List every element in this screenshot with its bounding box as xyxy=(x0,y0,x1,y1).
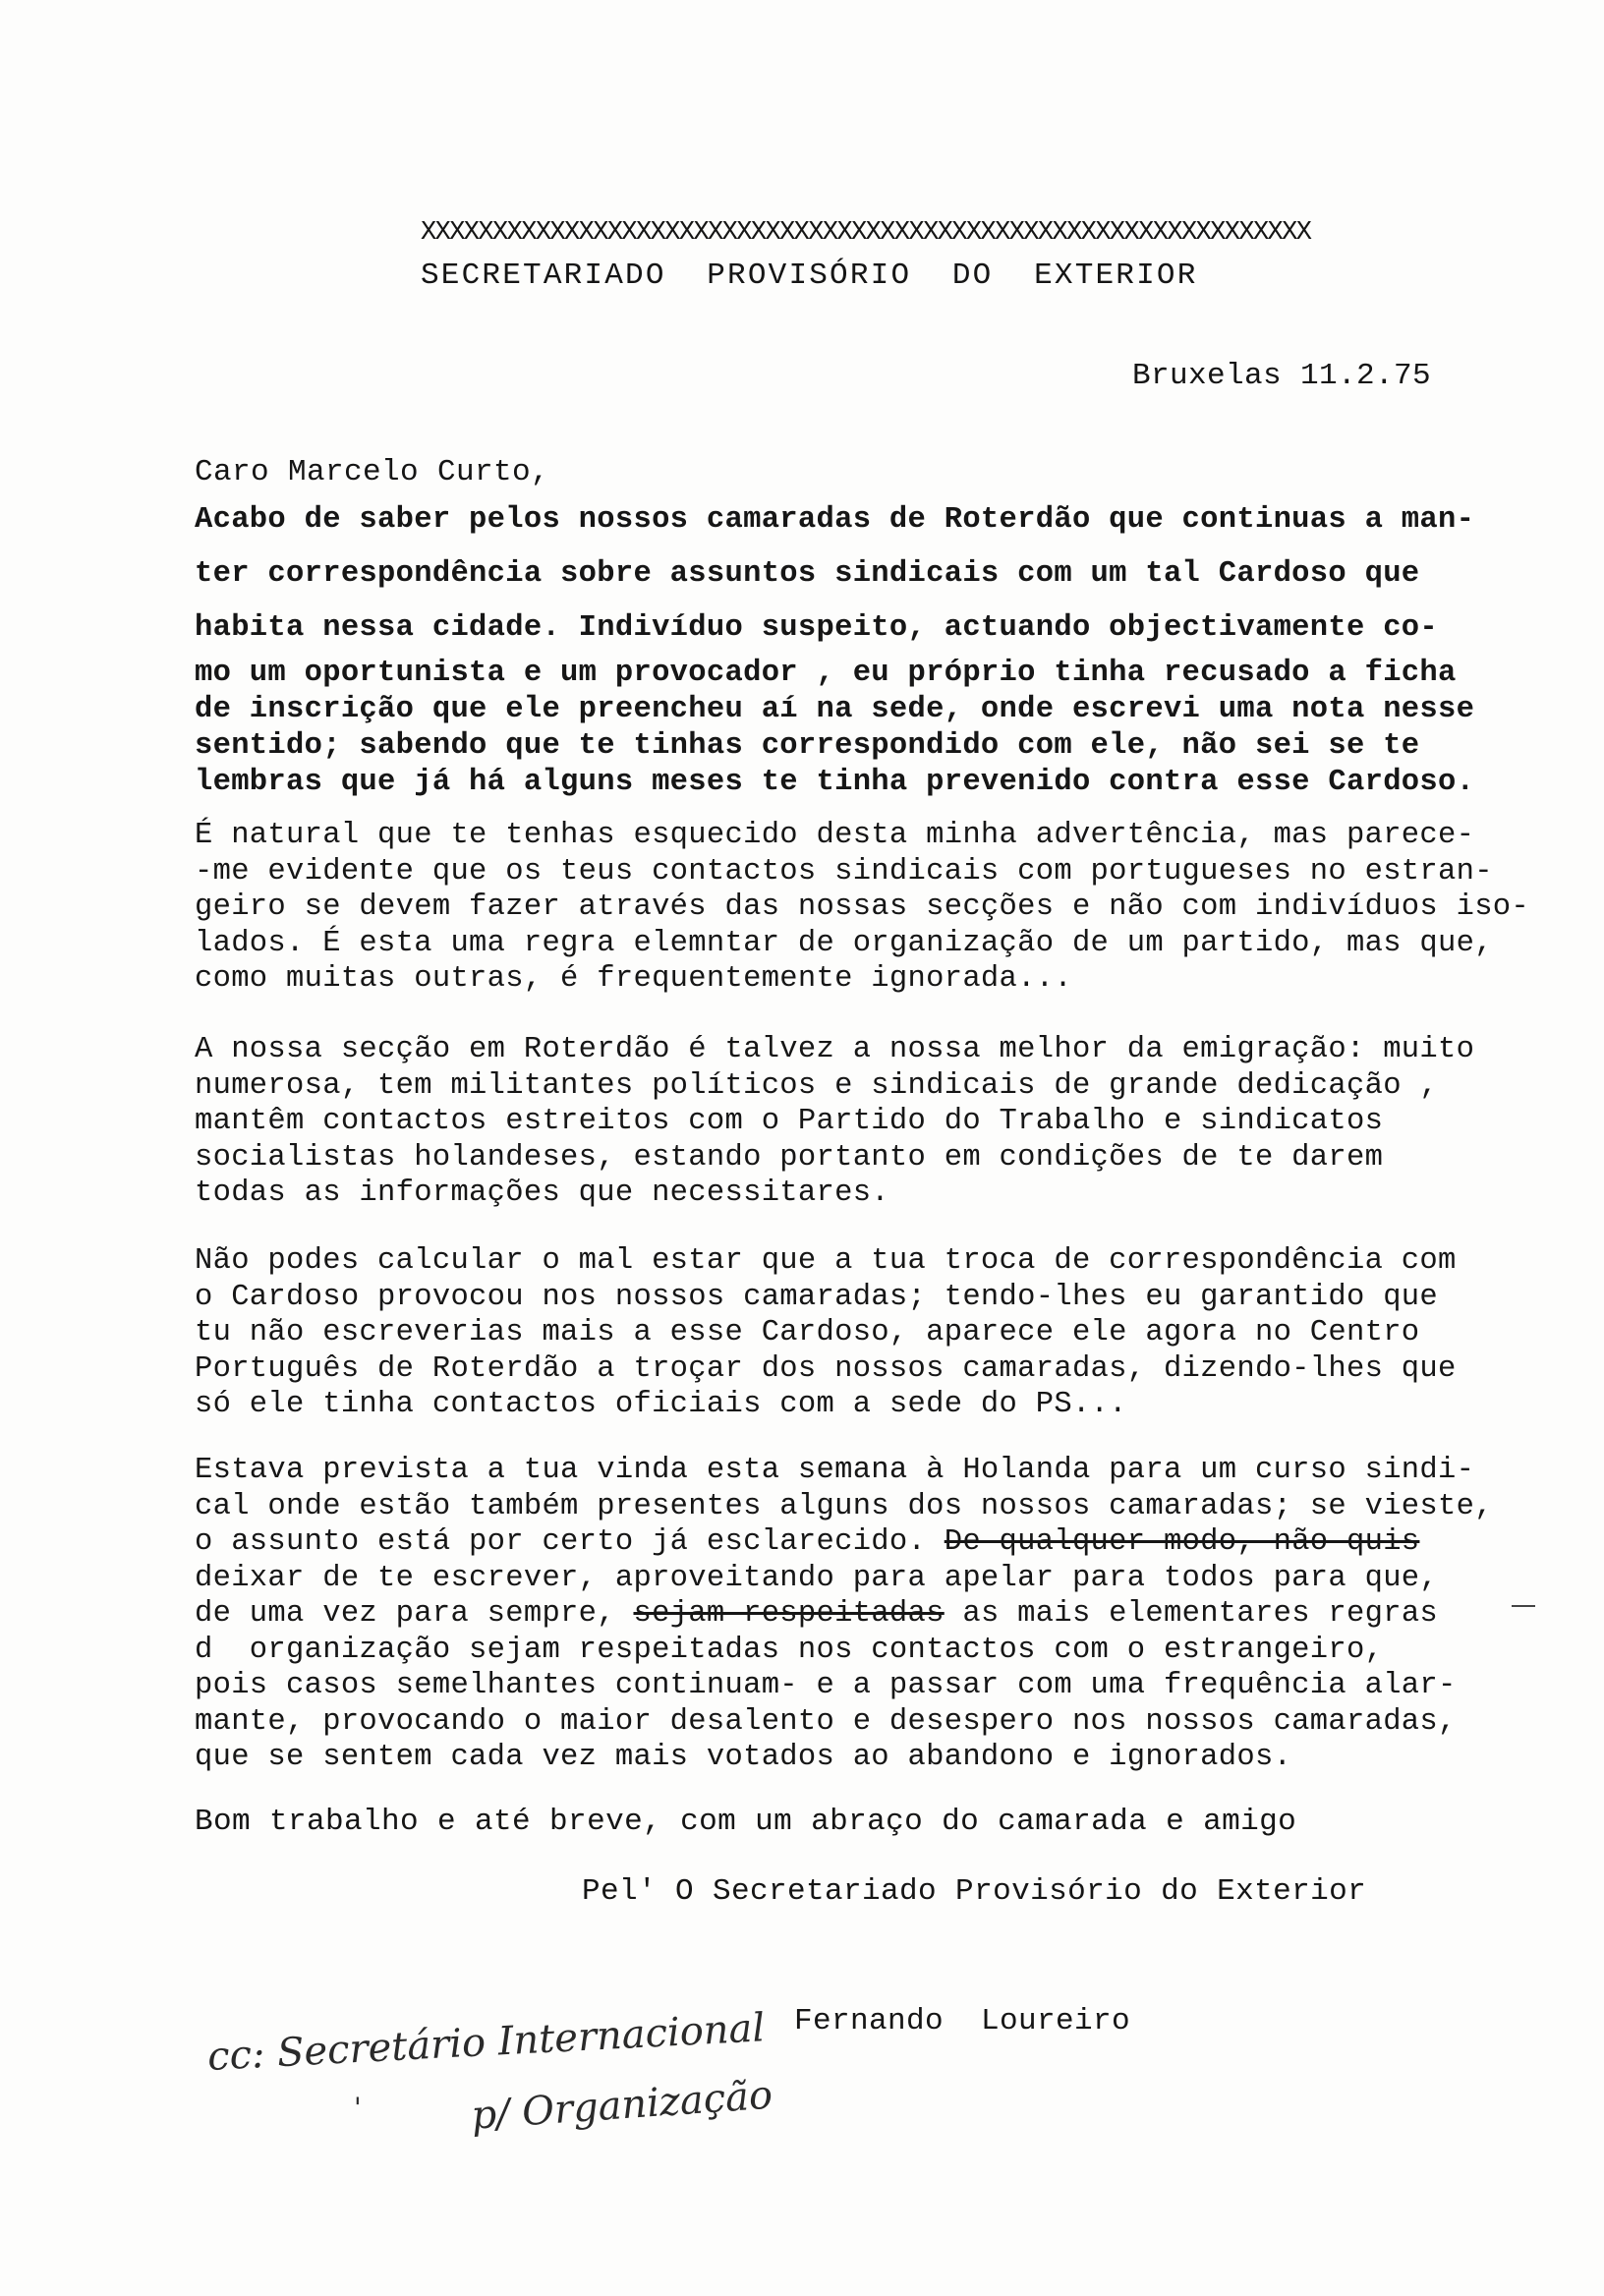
paragraph-line: cal onde estão também presentes alguns dos nossos camaradas; se vieste, xyxy=(195,1489,1493,1523)
text-run: de uma vez para sempre, xyxy=(195,1597,634,1631)
paragraph-line: mo um oportunista e um provocador , eu próprio tinha recusado a ficha xyxy=(195,657,1457,690)
on-behalf-line: Pel' O Secretariado Provisório do Exterior xyxy=(582,1874,1367,1909)
paragraph-5 xyxy=(195,1453,1493,1776)
salutation: Caro Marcelo Curto, xyxy=(195,455,550,489)
paragraph-1 xyxy=(195,493,1474,801)
struck-text: sejam respeitadas xyxy=(633,1597,945,1631)
header-x-line: XXXXXXXXXXXXXXXXXXXXXXXXXXXXXXXXXXXXXXXXXXXXXXXXXXXXXXXXXXXXXX xyxy=(421,218,1311,248)
header-title: SECRETARIADO PROVISÓRIO DO EXTERIOR xyxy=(421,258,1198,293)
paragraph-line: numerosa, tem militantes políticos e sindicais de grande dedicação , xyxy=(195,1068,1439,1103)
paragraph-line: -me evidente que os teus contactos sindicais com portugueses no estran- xyxy=(195,854,1493,889)
letter-date: Bruxelas 11.2.75 xyxy=(1132,359,1432,393)
paragraph-line: só ele tinha contactos oficiais com a sede do PS... xyxy=(195,1388,1127,1421)
ink-dash-mark xyxy=(1512,1605,1535,1607)
paragraph-line: mante, provocando o maior desalento e desespero nos nossos camaradas, xyxy=(195,1704,1457,1739)
text-run: o assunto está por certo já esclarecido. xyxy=(195,1525,945,1559)
paragraph-line: como muitas outras, é frequentemente ignorada... xyxy=(195,962,1072,996)
paragraph-line: sentido; sabendo que te tinhas correspondido com ele, não sei se te xyxy=(195,729,1420,763)
paragraph-line: Não podes calcular o mal estar que a tua troca de correspondência com xyxy=(195,1244,1457,1278)
paragraph-line: É natural que te tenhas esquecido desta minha advertência, mas parece- xyxy=(195,819,1475,852)
paragraph-line: d organização sejam respeitadas nos contactos com o estrangeiro, xyxy=(195,1633,1384,1667)
paragraph-line: ter correspondência sobre assuntos sindicais com um tal Cardoso que xyxy=(195,557,1420,591)
paragraph-line: Acabo de saber pelos nossos camaradas de Roterdão que continuas a man- xyxy=(195,503,1475,537)
paragraph-line: Estava prevista a tua vinda esta semana à Holanda para um curso sindi- xyxy=(195,1454,1475,1487)
paragraph-line: lados. É esta uma regra elemntar de organização de um partido, mas que, xyxy=(195,926,1493,960)
paragraph-line: A nossa secção em Roterdão é talvez a nossa melhor da emigração: muito xyxy=(195,1033,1475,1066)
paragraph-line: mantêm contactos estreitos com o Partido do Trabalho e sindicatos xyxy=(195,1105,1384,1138)
paragraph-line: tu não escreverias mais a esse Cardoso, aparece ele agora no Centro xyxy=(195,1316,1420,1349)
paragraph-line: que se sentem cada vez mais votados ao abandono e ignorados. xyxy=(195,1741,1292,1774)
paragraph-line: todas as informações que necessitares. xyxy=(195,1177,889,1210)
paragraph-line: de inscrição que ele preencheu aí na sede, onde escrevi uma nota nesse xyxy=(195,693,1475,726)
handwritten-mark: ' xyxy=(354,2092,362,2124)
paragraph-line xyxy=(195,1524,1493,1561)
handwritten-cc-note: cc: Secretário Internacional xyxy=(206,2005,767,2080)
paragraph-line: deixar de te escrever, aproveitando para apelar para todos para que, xyxy=(195,1561,1439,1595)
paragraph-line: lembras que já há alguns meses te tinha prevenido contra esse Cardoso. xyxy=(195,766,1475,799)
closing-line: Bom trabalho e até breve, com um abraço do camarada e amigo xyxy=(195,1805,1297,1839)
handwritten-cc-note-line-2: p/ Organização xyxy=(470,2072,774,2139)
paragraph-3 xyxy=(195,1032,1474,1212)
struck-text: De qualquer modo, não quis xyxy=(944,1525,1420,1559)
paragraph-line xyxy=(195,1596,1493,1633)
paragraph-2 xyxy=(195,818,1529,998)
signature-name: Fernando Loureiro xyxy=(794,2004,1131,2038)
paragraph-4 xyxy=(195,1243,1457,1423)
paragraph-line: socialistas holandeses, estando portanto em condições de te darem xyxy=(195,1140,1384,1175)
paragraph-line: o Cardoso provocou nos nossos camaradas; tendo-lhes eu garantido que xyxy=(195,1280,1439,1314)
paragraph-line: habita nessa cidade. Indivíduo suspeito, actuando objectivamente co- xyxy=(195,611,1439,645)
text-run: as mais elementares regras xyxy=(944,1597,1439,1631)
paragraph-line: pois casos semelhantes continuam- e a passar com uma frequência alar- xyxy=(195,1669,1457,1702)
paragraph-line: geiro se devem fazer através das nossas secções e não com indivíduos iso- xyxy=(195,890,1530,924)
paragraph-line: Português de Roterdão a troçar dos nossos camaradas, dizendo-lhes que xyxy=(195,1351,1457,1386)
